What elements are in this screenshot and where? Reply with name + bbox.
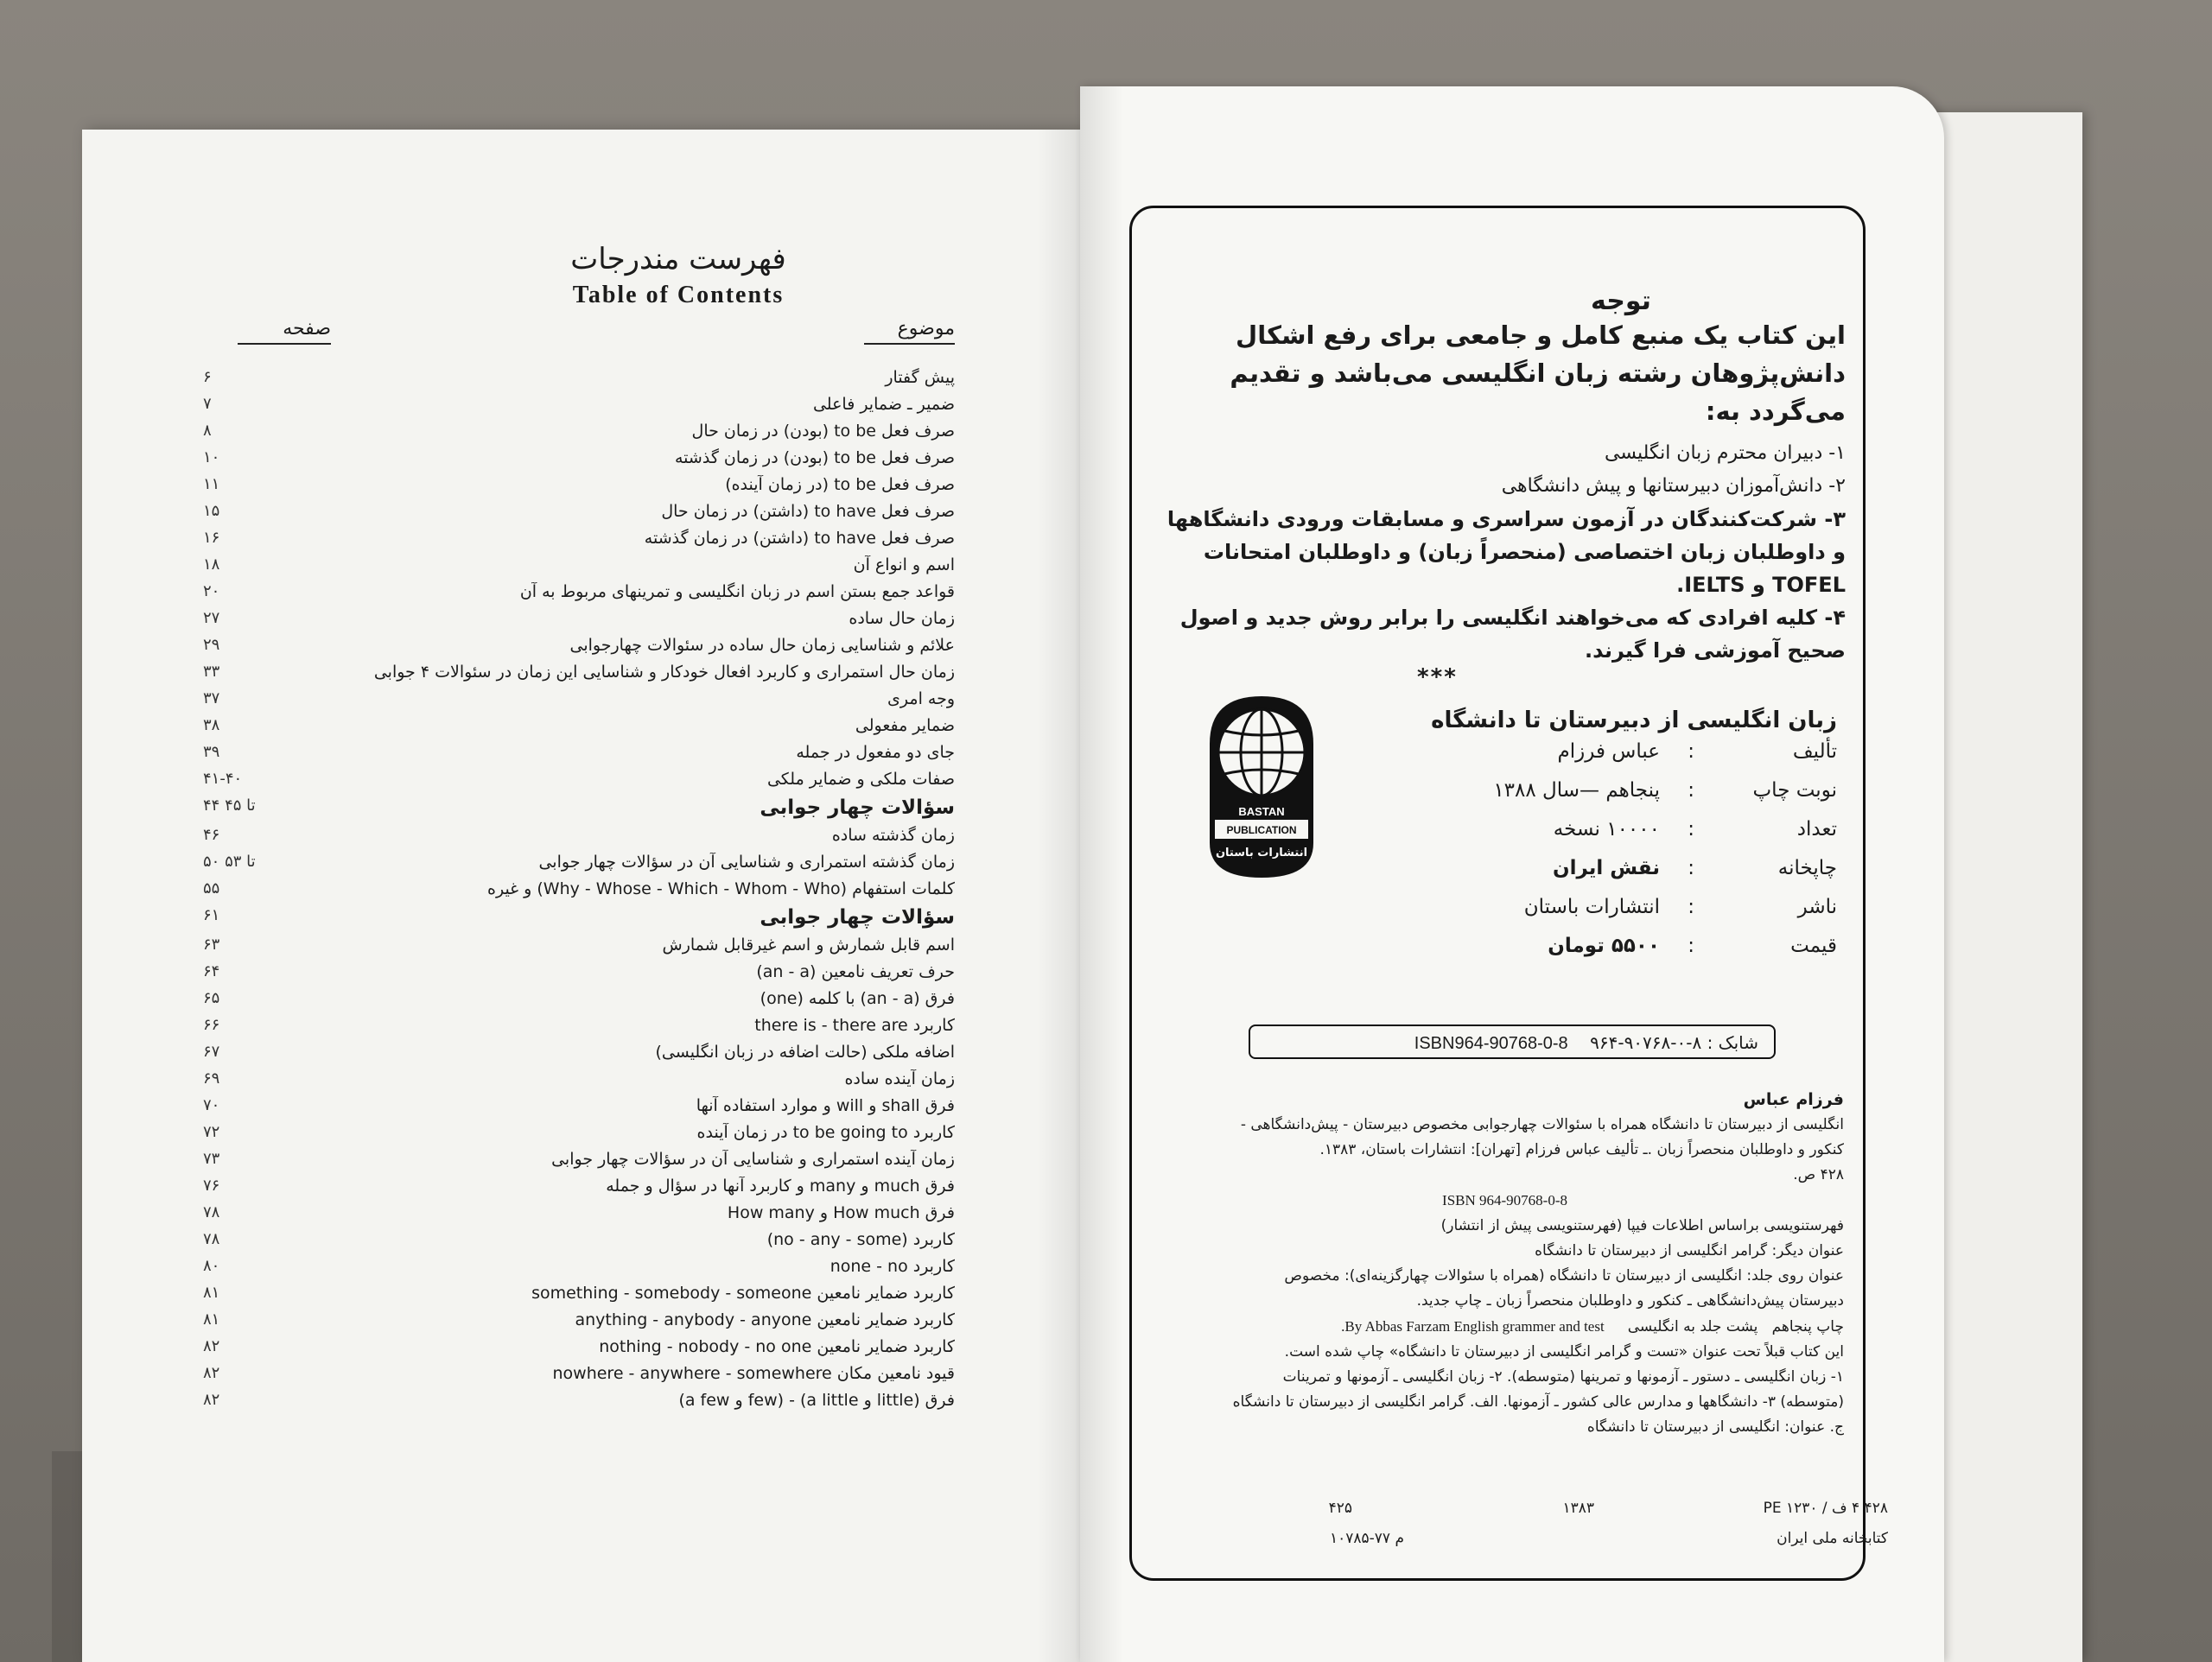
toc-entry-page: ۸۲ <box>203 1391 220 1409</box>
toc-entry-text: صفات ملکی و ضمایر ملکی <box>766 770 955 789</box>
page-shadow <box>52 1451 86 1662</box>
toc-entry-page: ۶۷ <box>203 1043 220 1061</box>
info-colon: : <box>1688 740 1694 763</box>
toc-entry-page: ۶۴ <box>203 962 220 980</box>
toc-entry-text: قواعد جمع بستن اسم در زبان انگلیسی و تمرینهای مربوط به آن <box>519 582 955 601</box>
toc-entry-text: فرق much و many و کاربرد آنها در سؤال و جمله <box>606 1177 955 1196</box>
toc-entry <box>203 689 955 716</box>
notice-item: ۳- شرکت‌کنندگان در آزمون سراسری و مسابقات ورودی دانشگاهها و داوطلبان زبان اختصاصی (منحصراً زبان) و داوطلبان امتحانات TOFEL و IELTS. <box>1166 507 1846 597</box>
toc-entry-page: ۷۶ <box>203 1177 220 1195</box>
toc-entry <box>203 1069 955 1096</box>
book-info <box>1353 707 1837 974</box>
toc-entry-text: کاربرد ضمایر نامعین anything - anybody - anyone <box>575 1310 955 1329</box>
toc-entry <box>203 1391 955 1418</box>
info-value: ۱۰۰۰۰ نسخه <box>1553 818 1660 841</box>
toc-entry <box>203 1043 955 1069</box>
toc-title-english: Table of Contents <box>572 282 785 308</box>
toc-heading <box>497 242 860 309</box>
imprint-frame <box>1129 206 1888 1581</box>
toc-entry-text: کاربرد (no - any - some) <box>766 1230 955 1249</box>
toc-entry <box>203 529 955 555</box>
toc-entry <box>203 1203 955 1230</box>
toc-entry-text: کاربرد ضمایر نامعین something - somebody - someone <box>531 1284 955 1303</box>
info-key: قیمت <box>1790 935 1837 957</box>
toc-entry <box>203 555 955 582</box>
toc-entry <box>203 1177 955 1203</box>
toc-entry-text: صرف فعل to have (داشتن) در زمان حال <box>661 502 955 521</box>
info-colon: : <box>1688 818 1694 841</box>
info-value: ۵۵۰۰ تومان <box>1548 935 1660 957</box>
right-page <box>1080 86 1944 1662</box>
toc-entry-page: ۵۰ تا ۵۳ <box>203 853 256 871</box>
toc-entry-page: ۷ <box>203 395 212 413</box>
toc-entry-page: ۷۰ <box>203 1096 220 1114</box>
catalog-line: عنوان دیگر: گرامر انگلیسی از دبیرستان تا دانشگاه <box>1535 1242 1844 1259</box>
toc-entry-text: وجه امری <box>887 689 955 708</box>
toc-entry <box>203 936 955 962</box>
toc-entry <box>203 1150 955 1177</box>
toc-entry <box>203 663 955 689</box>
catalog-year: ۱۳۸۳ <box>1562 1500 1594 1517</box>
toc-entry <box>203 422 955 448</box>
info-colon: : <box>1688 857 1694 879</box>
toc-entry-text: فرق shall و will و موارد استفاده آنها <box>696 1096 955 1115</box>
toc-entry <box>203 448 955 475</box>
toc-entry-text: صرف فعل to be (بودن) در زمان حال <box>691 422 955 441</box>
notice-item: ۴- کلیه افرادی که می‌خواهند انگلیسی را برابر روش جدید و اصول صحیح آموزشی فرا گیرند. <box>1179 606 1846 663</box>
logo-line2: PUBLICATION <box>1226 824 1297 836</box>
toc-entry-text: حرف تعریف نامعین (an - a) <box>756 962 955 981</box>
info-row <box>1353 896 1837 935</box>
cataloging-data <box>1153 1088 1844 1440</box>
catalog-isbn: ISBN 964-90768-0-8 <box>1442 1192 1567 1208</box>
toc-entry-text: علائم و شناسایی زمان حال ساده در سئوالات چهارجوابی <box>569 636 955 655</box>
toc-entry-page: ۶۵ <box>203 989 220 1007</box>
toc-entry-page: ۲۹ <box>203 636 220 654</box>
toc-entry-page: ۱۰ <box>203 448 220 466</box>
notice-item: ۱- دبیران محترم زبان انگلیسی <box>1605 442 1846 464</box>
subject-column-header: موضوع <box>864 318 955 345</box>
toc-entry <box>203 582 955 609</box>
logo-line3: انتشارات باستان <box>1215 847 1308 860</box>
toc-entry <box>203 989 955 1016</box>
toc-entry <box>203 716 955 743</box>
notice-list <box>1154 437 1846 667</box>
catalog-line: ۴۲۸ ص. <box>1793 1166 1844 1183</box>
toc-entry-page: ۷۸ <box>203 1230 220 1248</box>
toc-entry-page: ۱۸ <box>203 555 220 574</box>
info-value: عباس فرزام <box>1557 740 1660 763</box>
toc-entry <box>203 770 955 796</box>
toc-entry-text: فرق (little و a little) - (few و a few) <box>678 1391 955 1410</box>
info-key: تعداد <box>1796 818 1837 841</box>
toc-title-persian: فهرست مندرجات <box>570 242 786 276</box>
toc-entry-text: صرف فعل to be (در زمان آینده) <box>725 475 955 494</box>
toc-entry-text: قیود نامعین مکان nowhere - anywhere - somewhere <box>552 1364 955 1383</box>
toc-entry-page: ۳۸ <box>203 716 220 734</box>
toc-entry-page: ۶۱ <box>203 906 220 924</box>
toc-entry-page: ۸۱ <box>203 1310 220 1329</box>
toc-entry <box>203 1284 955 1310</box>
toc-entry-text: صرف فعل to be (بودن) در زمان گذشته <box>675 448 955 467</box>
toc-list <box>203 368 955 1418</box>
toc-entry-text: کلمات استفهام (Why - Whose - Which - Whom - Who) و غیره <box>487 879 955 898</box>
toc-entry <box>203 1364 955 1391</box>
toc-entry-page: ۶۶ <box>203 1016 220 1034</box>
toc-entry-page: ۶ <box>203 368 212 386</box>
toc-entry-page: ۲۷ <box>203 609 220 627</box>
toc-entry <box>203 1123 955 1150</box>
notice-block <box>1154 286 1846 667</box>
toc-entry <box>203 1257 955 1284</box>
toc-entry-page: ۷۲ <box>203 1123 220 1141</box>
toc-entry <box>203 879 955 906</box>
isbn-box <box>1249 1024 1776 1059</box>
info-key: تألیف <box>1792 740 1837 763</box>
toc-entry <box>203 743 955 770</box>
toc-entry <box>203 853 955 879</box>
info-row <box>1353 818 1837 857</box>
info-colon: : <box>1688 896 1694 918</box>
toc-entry-text: جای دو مفعول در جمله <box>796 743 955 762</box>
catalog-line: فهرستنویسی براساس اطلاعات فیپا (فهرستنویسی پیش از انتشار) <box>1440 1217 1844 1234</box>
info-value: نقش ایران <box>1552 857 1660 879</box>
publisher-logo <box>1201 692 1322 882</box>
toc-entry-page: ۸۲ <box>203 1364 220 1382</box>
page-column-header: صفحه <box>238 318 331 345</box>
info-rows <box>1353 740 1837 974</box>
info-value: انتشارات باستان <box>1523 896 1660 918</box>
toc-entry-text: اسم قابل شمارش و اسم غیرقابل شمارش <box>662 936 955 955</box>
info-key: ناشر <box>1797 896 1837 918</box>
toc-entry-text: زمان گذشته ساده <box>831 826 955 845</box>
toc-entry-page: ۸۰ <box>203 1257 220 1275</box>
toc-entry-text: سؤالات چهار جوابی <box>760 906 955 929</box>
toc-entry <box>203 502 955 529</box>
toc-entry-page: ۲۰ <box>203 582 220 600</box>
catalog-line: انگلیسی از دبیرستان تا دانشگاه همراه با سئوالات چهارجوابی مخصوص دبیرستان - پیش‌دانشگاهی - <box>1240 1116 1844 1133</box>
toc-entry-text: اضافه ملکی (حالت اضافه در زبان انگلیسی) <box>655 1043 955 1062</box>
toc-entry-text: اسم و انواع آن <box>853 555 955 574</box>
info-key: نوبت چاپ <box>1752 779 1837 802</box>
toc-entry-page: ۱۶ <box>203 529 220 547</box>
toc-entry <box>203 1096 955 1123</box>
catalog-line: ۱- زبان انگلیسی ـ دستور ـ آزمونها و تمرینها (متوسطه). ۲- زبان انگلیسی ـ آزمونها و تمرینات <box>1282 1368 1844 1386</box>
toc-entry <box>203 368 955 395</box>
toc-entry-text: پیش گفتار <box>885 368 955 387</box>
info-value: پنجاهم —سال ۱۳۸۸ <box>1493 779 1660 802</box>
toc-entry-text: زمان حال استمراری و کاربرد افعال خودکار و شناسایی این زمان در سئوالات ۴ جوابی <box>373 663 955 682</box>
toc-entry <box>203 609 955 636</box>
catalog-author: فرزام عباس <box>1743 1090 1844 1109</box>
toc-entry <box>203 1230 955 1257</box>
toc-entry-text: صرف فعل to have (داشتن) در زمان گذشته <box>644 529 955 548</box>
separator-stars: *** <box>1417 664 1458 690</box>
toc-entry-page: ۱۱ <box>203 475 220 493</box>
toc-entry <box>203 1310 955 1337</box>
toc-entry-page: ۴۱-۴۰ <box>203 770 243 788</box>
toc-entry-text: کاربرد to be going to در زمان آینده <box>696 1123 955 1142</box>
toc-entry-page: ۸۲ <box>203 1337 220 1355</box>
toc-entry-text: ضمایر مفعولی <box>855 716 955 735</box>
toc-entry-text: فرق (an - a) با کلمه (one) <box>760 989 955 1008</box>
toc-entry-text: زمان گذشته استمراری و شناسایی آن در سؤالات چهار جوابی <box>538 853 955 872</box>
info-row <box>1353 935 1837 974</box>
catalog-line: عنوان روی جلد: انگلیسی از دبیرستان تا دانشگاه (همراه با سئوالات چهارگزینه‌ای): مخصوص <box>1284 1267 1844 1285</box>
toc-entry <box>203 475 955 502</box>
toc-entry <box>203 906 955 936</box>
toc-entry-text: کاربرد there is - there are <box>754 1016 955 1035</box>
info-colon: : <box>1688 779 1694 802</box>
left-page <box>82 130 1089 1662</box>
toc-entry-text: کاربرد none - no <box>830 1257 955 1276</box>
toc-entry-page: ۶۹ <box>203 1069 220 1088</box>
isbn-english: ISBN964-90768-0-8 <box>1414 1034 1568 1053</box>
toc-entry-page: ۷۳ <box>203 1150 220 1168</box>
toc-entry-page: ۸۱ <box>203 1284 220 1302</box>
toc-entry <box>203 1337 955 1364</box>
info-colon: : <box>1688 935 1694 957</box>
logo-line1: BASTAN <box>1238 805 1285 818</box>
notice-title: توجه <box>1591 286 1651 316</box>
toc-entry <box>203 826 955 853</box>
catalog-line: چاپ پنجاهم پشت جلد به انگلیسی By Abbas Farzam English grammer and test. <box>1341 1318 1844 1335</box>
globe-icon <box>1201 692 1322 882</box>
toc-entry-text: زمان آینده استمراری و شناسایی آن در سؤالات چهار جوابی <box>551 1150 955 1169</box>
toc-entry <box>203 395 955 422</box>
toc-entry-page: ۱۵ <box>203 502 220 520</box>
notice-item: ۲- دانش‌آموزان دبیرستانها و پیش دانشگاهی <box>1501 475 1846 497</box>
toc-entry-text: ضمیر ـ ضمایر فاعلی <box>812 395 955 414</box>
toc-entry-page: ۸ <box>203 422 212 440</box>
toc-entry-text: کاربرد ضمایر نامعین nothing - nobody - no one <box>599 1337 955 1356</box>
right-gutter-shadow <box>1080 86 1123 1662</box>
classification: ۴۲۸ ۴ ف / PE ۱۲۳۰ <box>1763 1500 1888 1517</box>
info-row <box>1353 857 1837 896</box>
toc-entry-text: زمان آینده ساده <box>844 1069 955 1088</box>
library-name: کتابخانه ملی ایران <box>1777 1530 1888 1547</box>
toc-entry-page: ۳۷ <box>203 689 220 707</box>
catalog-line: این کتاب قبلاً تحت عنوان «تست و گرامر انگلیسی از دبیرستان تا دانشگاه» چاپ شده است. <box>1284 1343 1844 1361</box>
notice-intro: این کتاب یک منبع کامل و جامعی برای رفع اشکال دانش‌پژوهان رشته زبان انگلیسی می‌باشد و تقدیم می‌گردد به: <box>1230 320 1846 426</box>
toc-entry-page: ۳۳ <box>203 663 220 681</box>
catalog-line: دبیرستان پیش‌دانشگاهی ـ کنکور و داوطلبان منحصراً زبان ـ چاپ جدید. <box>1416 1292 1844 1310</box>
toc-entry-page: ۴۴ تا ۴۵ <box>203 796 256 815</box>
info-row <box>1353 740 1837 779</box>
toc-entry-page: ۷۸ <box>203 1203 220 1221</box>
library-number: م ۷۷-۱۰۷۸۵ <box>1330 1530 1404 1547</box>
catalog-line: کنکور و داوطلبان منحصراً زبان .ـ تألیف عباس فرزام [تهران]: انتشارات باستان، ۱۳۸۳. <box>1319 1141 1844 1158</box>
isbn-label: شابک : ۸-۰-۹۰۷۶۸-۹۶۴ <box>1590 1032 1758 1053</box>
toc-entry <box>203 636 955 663</box>
toc-entry-text: زمان حال ساده <box>849 609 955 628</box>
catalog-line: ج. عنوان: انگلیسی از دبیرستان تا دانشگاه <box>1586 1418 1844 1436</box>
toc-entry-page: ۵۵ <box>203 879 220 898</box>
info-key: چاپخانه <box>1777 857 1837 879</box>
toc-entry-page: ۴۶ <box>203 826 220 844</box>
toc-entry <box>203 1016 955 1043</box>
toc-entry-text: فرق How much و How many <box>727 1203 955 1222</box>
toc-entry-page: ۳۹ <box>203 743 220 761</box>
book-title: زبان انگلیسی از دبیرستان تا دانشگاه <box>1431 707 1837 733</box>
info-row <box>1353 779 1837 818</box>
toc-entry <box>203 796 955 826</box>
catalog-number: ۴۲۵ <box>1328 1500 1352 1517</box>
toc-entry-text: سؤالات چهار جوابی <box>760 796 955 819</box>
toc-entry-page: ۶۳ <box>203 936 220 954</box>
toc-entry <box>203 962 955 989</box>
catalog-line: (متوسطه) ۳- دانشگاهها و مدارس عالی کشور ـ آزمونها. الف. گرامر انگلیسی از دبیرستان تا دانشگاه <box>1232 1393 1844 1411</box>
